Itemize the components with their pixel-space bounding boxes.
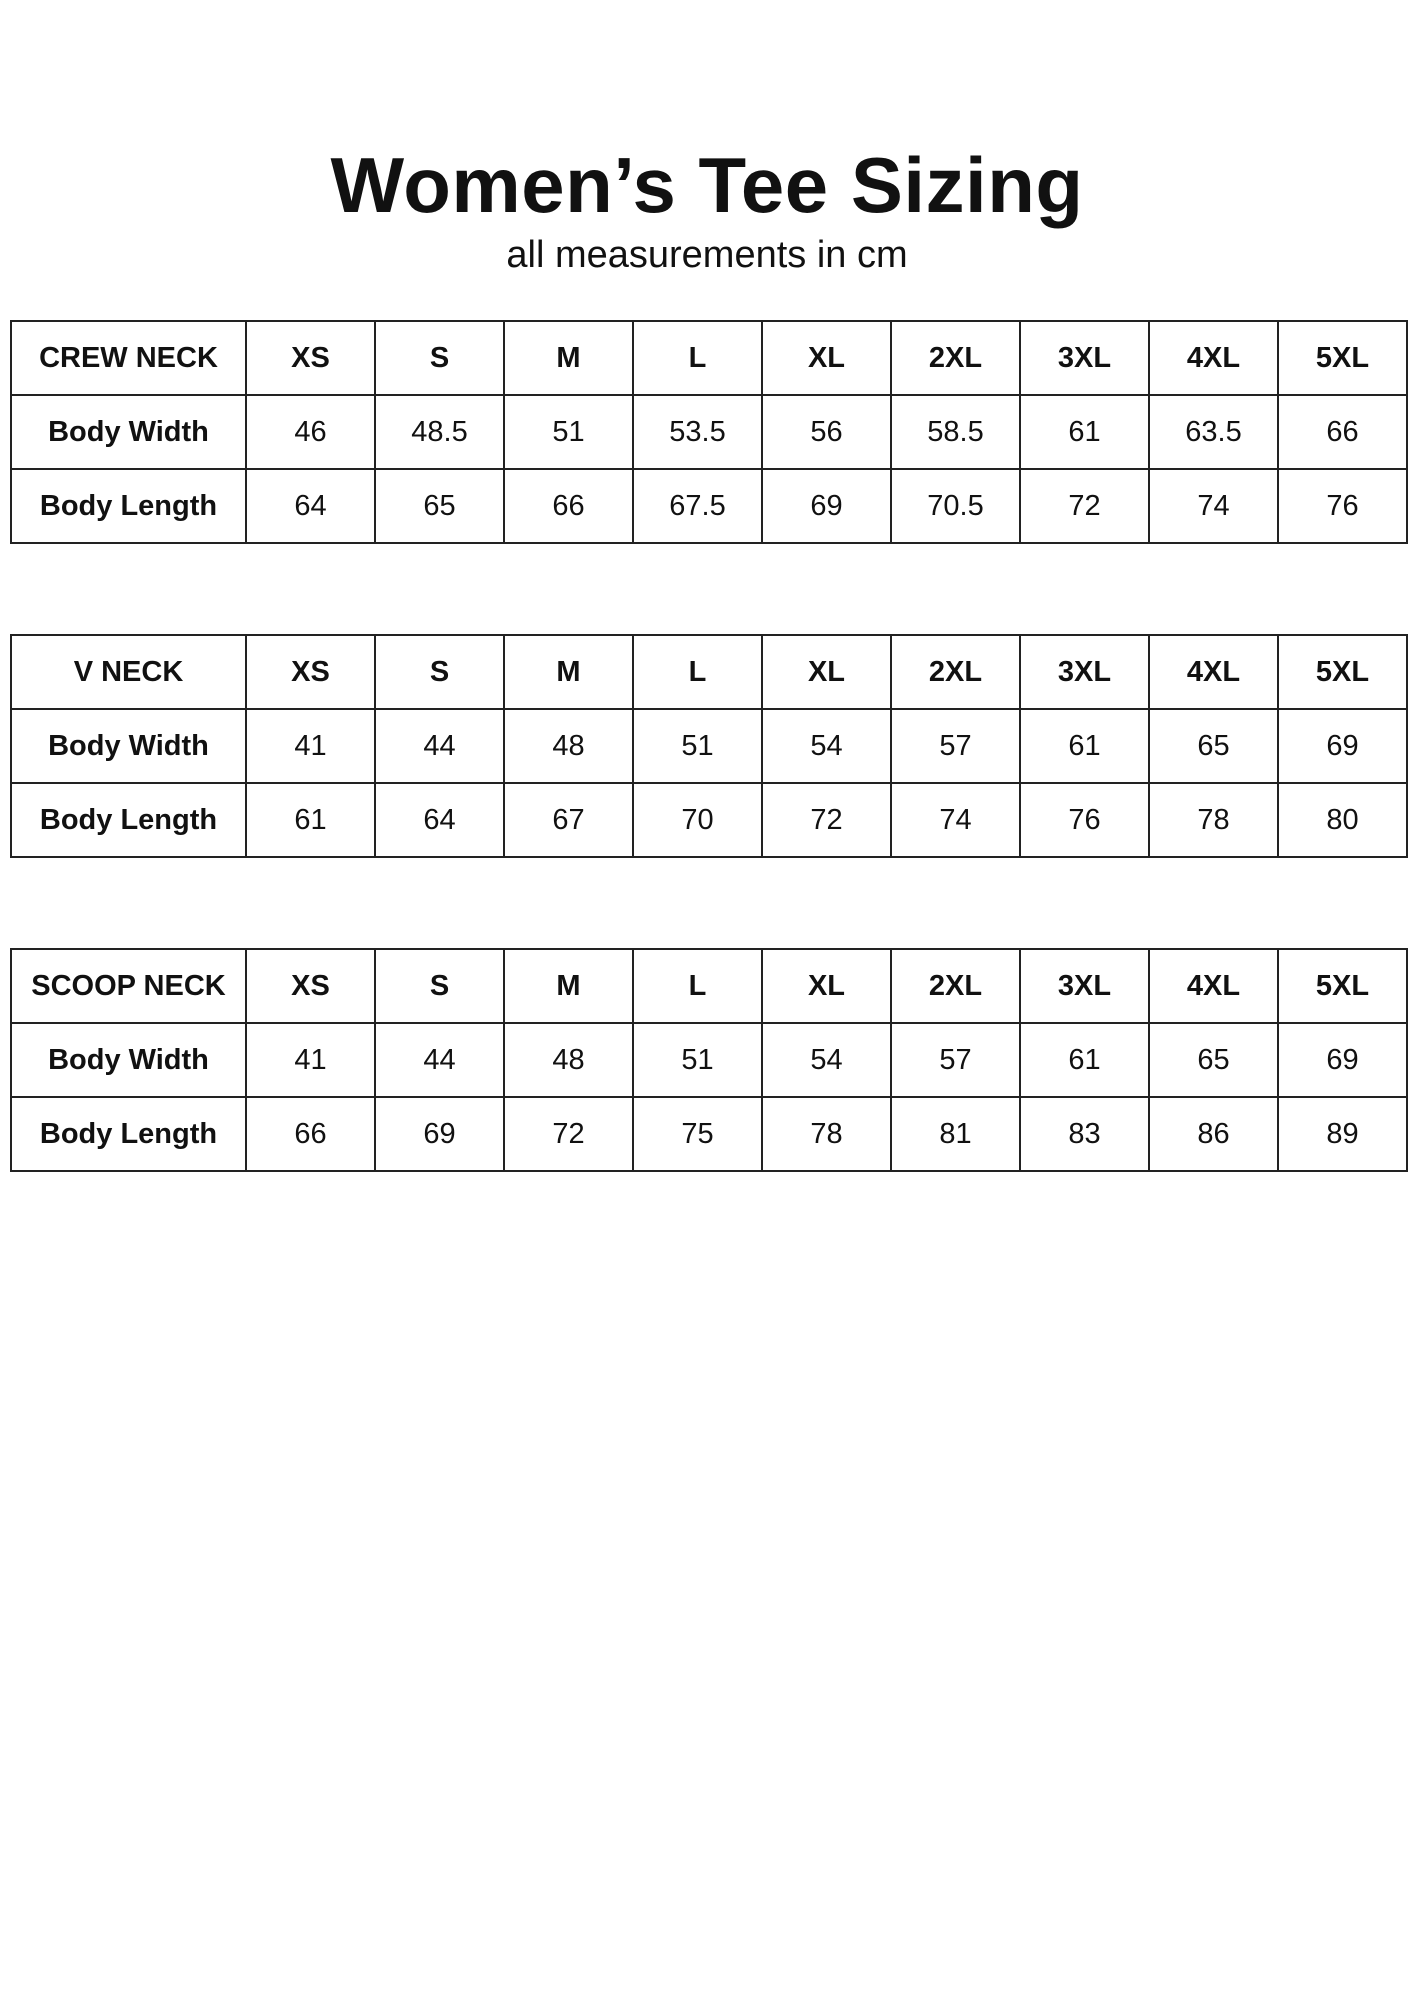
measurement-cell: 57 <box>891 709 1020 783</box>
measurement-cell: 70.5 <box>891 469 1020 543</box>
size-header: L <box>633 321 762 395</box>
table-row <box>11 1023 1407 1097</box>
row-label: Body Width <box>11 1023 246 1097</box>
measurement-cell: 44 <box>375 709 504 783</box>
measurement-cell: 61 <box>1020 709 1149 783</box>
measurement-cell: 74 <box>1149 469 1278 543</box>
measurement-cell: 67 <box>504 783 633 857</box>
row-label: Body Length <box>11 469 246 543</box>
table-row <box>11 395 1407 469</box>
size-header: L <box>633 949 762 1023</box>
measurement-cell: 54 <box>762 1023 891 1097</box>
size-header: 5XL <box>1278 635 1407 709</box>
size-header: XL <box>762 635 891 709</box>
page-title: Women’s Tee Sizing <box>330 141 1084 229</box>
table-row <box>11 783 1407 857</box>
measurement-cell: 48.5 <box>375 395 504 469</box>
size-header: 2XL <box>891 949 1020 1023</box>
measurement-cell: 58.5 <box>891 395 1020 469</box>
measurement-cell: 48 <box>504 1023 633 1097</box>
row-label: Body Width <box>11 709 246 783</box>
size-header: 3XL <box>1020 635 1149 709</box>
measurement-cell: 61 <box>1020 395 1149 469</box>
size-header: M <box>504 635 633 709</box>
table-header-row <box>11 635 1407 709</box>
size-header: 5XL <box>1278 321 1407 395</box>
measurement-cell: 53.5 <box>633 395 762 469</box>
measurement-cell: 69 <box>762 469 891 543</box>
size-header: XS <box>246 949 375 1023</box>
table-row <box>11 709 1407 783</box>
table-style-name: CREW NECK <box>11 321 246 395</box>
measurement-cell: 56 <box>762 395 891 469</box>
measurement-cell: 54 <box>762 709 891 783</box>
measurement-cell: 86 <box>1149 1097 1278 1171</box>
size-header: 4XL <box>1149 635 1278 709</box>
measurement-cell: 66 <box>504 469 633 543</box>
size-header: XS <box>246 635 375 709</box>
size-header: 3XL <box>1020 321 1149 395</box>
measurement-cell: 69 <box>1278 709 1407 783</box>
measurement-cell: 78 <box>762 1097 891 1171</box>
measurement-cell: 72 <box>762 783 891 857</box>
measurement-cell: 61 <box>246 783 375 857</box>
measurement-cell: 48 <box>504 709 633 783</box>
size-header: S <box>375 321 504 395</box>
measurement-cell: 89 <box>1278 1097 1407 1171</box>
size-header: L <box>633 635 762 709</box>
measurement-cell: 64 <box>375 783 504 857</box>
measurement-cell: 66 <box>1278 395 1407 469</box>
measurement-cell: 46 <box>246 395 375 469</box>
size-header: M <box>504 321 633 395</box>
measurement-cell: 65 <box>1149 709 1278 783</box>
measurement-cell: 74 <box>891 783 1020 857</box>
measurement-cell: 81 <box>891 1097 1020 1171</box>
size-header: XS <box>246 321 375 395</box>
crew-neck-size-table <box>10 320 1408 544</box>
row-label: Body Length <box>11 1097 246 1171</box>
size-header: M <box>504 949 633 1023</box>
table-style-name: SCOOP NECK <box>11 949 246 1023</box>
row-label: Body Width <box>11 395 246 469</box>
measurement-cell: 64 <box>246 469 375 543</box>
v-neck-size-table <box>10 634 1408 858</box>
page-subtitle: all measurements in cm <box>506 234 908 276</box>
measurement-cell: 63.5 <box>1149 395 1278 469</box>
table-header-row <box>11 321 1407 395</box>
measurement-cell: 41 <box>246 1023 375 1097</box>
measurement-cell: 51 <box>633 1023 762 1097</box>
measurement-cell: 67.5 <box>633 469 762 543</box>
measurement-cell: 69 <box>375 1097 504 1171</box>
measurement-cell: 76 <box>1020 783 1149 857</box>
scoop-neck-size-table <box>10 948 1408 1172</box>
size-header: S <box>375 949 504 1023</box>
measurement-cell: 72 <box>504 1097 633 1171</box>
size-header: 5XL <box>1278 949 1407 1023</box>
measurement-cell: 51 <box>504 395 633 469</box>
measurement-cell: 57 <box>891 1023 1020 1097</box>
table-row <box>11 469 1407 543</box>
measurement-cell: 44 <box>375 1023 504 1097</box>
measurement-cell: 41 <box>246 709 375 783</box>
size-header: 2XL <box>891 321 1020 395</box>
row-label: Body Length <box>11 783 246 857</box>
size-header: 4XL <box>1149 949 1278 1023</box>
measurement-cell: 65 <box>1149 1023 1278 1097</box>
measurement-cell: 75 <box>633 1097 762 1171</box>
measurement-cell: 65 <box>375 469 504 543</box>
measurement-cell: 76 <box>1278 469 1407 543</box>
table-header-row <box>11 949 1407 1023</box>
measurement-cell: 69 <box>1278 1023 1407 1097</box>
measurement-cell: 51 <box>633 709 762 783</box>
size-header: XL <box>762 949 891 1023</box>
measurement-cell: 72 <box>1020 469 1149 543</box>
size-header: 3XL <box>1020 949 1149 1023</box>
table-row <box>11 1097 1407 1171</box>
size-header: S <box>375 635 504 709</box>
measurement-cell: 70 <box>633 783 762 857</box>
size-header: XL <box>762 321 891 395</box>
table-style-name: V NECK <box>11 635 246 709</box>
measurement-cell: 83 <box>1020 1097 1149 1171</box>
size-header: 2XL <box>891 635 1020 709</box>
measurement-cell: 78 <box>1149 783 1278 857</box>
size-header: 4XL <box>1149 321 1278 395</box>
measurement-cell: 66 <box>246 1097 375 1171</box>
measurement-cell: 61 <box>1020 1023 1149 1097</box>
measurement-cell: 80 <box>1278 783 1407 857</box>
